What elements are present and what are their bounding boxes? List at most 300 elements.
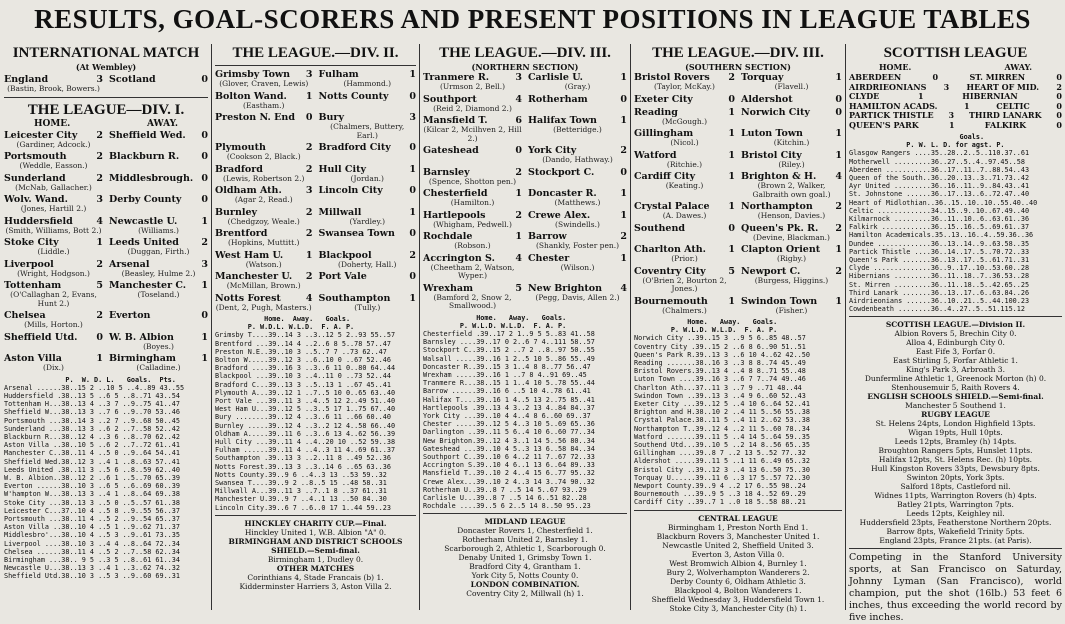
goal-scorers: (Dando, Hathway.)	[542, 155, 613, 164]
table-row: St. Johnstone ......36..17..13..6..72.47..40	[849, 190, 1030, 199]
table-row: Gateshead ...39..10 4 5..3 13 6..58 84..34	[423, 444, 595, 453]
match-result	[634, 150, 842, 170]
table-row: Exeter City ...39..12 5 ..4 10 6..64 52..41	[634, 400, 810, 409]
goal-scorers: (Shankly, Foster pen.)	[535, 241, 620, 250]
london-heading: LONDON COMBINATION.	[470, 580, 580, 590]
goal-scorers: (Betteridge.)	[553, 125, 602, 134]
goal-scorers: (Wilson.)	[560, 262, 595, 272]
result-line: Bradford City 4, Grantham 1.	[469, 562, 581, 572]
away-team: Port Vale	[318, 271, 367, 282]
table-header: P. W. D. L. Goals. Pts.	[4, 375, 176, 384]
match-result	[634, 107, 842, 127]
team: HAMILTON ACADS.	[849, 100, 938, 111]
table-row: Walsall .....39..16 1 2..5 10 5..86 55..49	[423, 354, 595, 363]
home-team: Cardiff City	[634, 171, 696, 182]
column-div3-north	[423, 44, 627, 612]
match-result	[634, 223, 842, 243]
result-line: Wigan 19pts, Hull 10pts.	[908, 428, 1003, 438]
match-result	[215, 293, 416, 313]
score: 0	[409, 90, 416, 102]
score: 0	[1056, 119, 1062, 130]
match-result	[4, 130, 208, 150]
goal-scorers: (Pegg, Davis, Allen 2.)	[535, 292, 620, 302]
div3s-matches	[634, 72, 842, 315]
score: 1	[728, 171, 735, 182]
goal-scorers: (Kilcar 2, Mcilhven 2, Hill 2.)	[423, 125, 522, 143]
table-row: Portsmouth ...38..11 4 ..5 2 ..9..54 65..37	[4, 514, 180, 523]
goal-scorers: (Williams.)	[138, 225, 179, 235]
score: 3	[943, 81, 950, 92]
score: 1	[515, 231, 522, 242]
match-result	[4, 310, 208, 330]
midland-results	[423, 526, 627, 580]
team: AIRDRIEONIANS	[849, 81, 927, 92]
score: 0	[409, 228, 416, 239]
match-result	[423, 115, 627, 143]
score: 4	[515, 93, 522, 105]
home-team: Southend	[634, 222, 685, 234]
table-row: Sheffield Wed.38..12 3 ..4 1 ..8..63 57..41	[4, 457, 180, 466]
table-row: Crystal Palace.38..11 5 ..4 11 2..62 53..38	[634, 416, 810, 425]
table-row: Chesterfield .39..17 2 1..9 5 5..83 41..58	[423, 329, 595, 338]
goal-scorers: (Calladine.)	[136, 363, 181, 372]
result-line: Broughton Rangers 5pts, Hunslet 11pts.	[878, 446, 1033, 456]
table-header: Goals.	[849, 133, 985, 141]
goal-scorers: (Doherty, Hall.)	[338, 259, 397, 269]
match-result	[849, 121, 1062, 131]
goal-scorers: (Devine, Blackman.)	[753, 232, 830, 242]
table-row: New Brighton.39..12 4 3..1 14 5..56 80..34	[423, 436, 595, 445]
away-team: Doncaster R.	[528, 188, 597, 199]
match-result	[423, 145, 627, 165]
column-rule	[630, 44, 631, 610]
home-team: Manchester U.	[215, 271, 293, 282]
goal-scorers: (Ritchie.)	[666, 159, 703, 169]
goal-scorers: (Duggan, Firth.)	[127, 247, 190, 256]
away-team: Blackburn R.	[109, 151, 180, 162]
goal-scorers: (Brown 2, Walker, Galbraith own goal.)	[752, 181, 831, 199]
team: QUEEN'S PARK	[849, 119, 919, 130]
score: 1	[964, 100, 970, 111]
goal-scorers: (Rigby.)	[776, 254, 807, 263]
goal-scorers: (Reid 2, Diamond 2.)	[433, 103, 512, 113]
away-team: Rotherham	[528, 93, 588, 105]
div2-heading: THE LEAGUE.—DIV. II.	[232, 45, 399, 61]
score: 0	[728, 93, 735, 105]
score: 0	[409, 142, 416, 153]
home-team: Watford	[634, 149, 677, 161]
table-row: Burnley .....39..12 4 ..3..2 12 4..58 66..40	[215, 421, 396, 430]
goal-scorers: (McMillan, Brown.)	[226, 281, 301, 290]
score: 0	[932, 72, 939, 82]
goal-scorers: (Gray.)	[564, 82, 591, 91]
match-result	[215, 69, 416, 89]
away-team: Bradford City	[318, 142, 391, 153]
away-team: Clapton Orient	[741, 244, 821, 255]
rugby-heading: RUGBY LEAGUE	[921, 410, 990, 420]
table-row: Bury ........39..12 4 ..3..6 11 ..66 60..40	[215, 413, 391, 422]
score: 5	[96, 280, 103, 291]
score: 1	[201, 331, 208, 343]
result-line: Doncaster Rovers 1, Chesterfield 1.	[457, 526, 593, 536]
match-result	[4, 280, 208, 308]
goal-scorers: (Keating.)	[665, 181, 704, 190]
goal-scorers: (Glover, Craven, Lewis)	[219, 79, 309, 88]
result-line: Sheffield Wednesday 3, Huddersfield Town 1.	[651, 594, 825, 604]
table-row: Aberdeen ...........36..17..11..7..88.54..43	[849, 165, 1030, 174]
goal-scorers: (Tully.)	[354, 302, 381, 312]
table-row: Rochdale ....39..5 6 2..5 14 8..50 95..23	[423, 502, 591, 511]
result-line: Denaby United 1, Grimsby Town 1.	[458, 553, 592, 563]
match-result	[423, 210, 627, 230]
score: 1	[620, 209, 627, 221]
away-team: Swansea Town	[318, 228, 395, 239]
away-team: Everton	[109, 310, 151, 321]
home-team: Brentford	[215, 228, 268, 239]
goal-scorers: (Urmson 2, Bell.)	[439, 82, 506, 91]
score: 1	[409, 206, 416, 218]
score: 1	[96, 237, 103, 248]
result-line: Blackburn Rovers 3, Manchester United 1.	[656, 531, 820, 541]
score: 0	[1056, 100, 1062, 111]
home-team: Charlton Ath.	[634, 244, 706, 255]
score: 1	[835, 149, 842, 161]
score: 2	[620, 145, 627, 156]
match-result	[215, 228, 416, 248]
table-row: Brighton and H.38..10 2 ..4 11 5..56 55..38	[634, 408, 810, 417]
home-team: Preston N. End	[215, 112, 295, 123]
table-row: Birmingham ...38.. 9 5 ..3 5 ..8..61 61..34	[4, 555, 180, 564]
goal-scorers: (Wright, Hodgson.)	[17, 268, 90, 278]
goal-scorers: (Watson.)	[245, 259, 282, 269]
goal-scorers: (Chedgzoy, Weale.)	[227, 216, 300, 226]
table-row: Norwich City ..39..15 3 ..9 5 6..85 48..57	[634, 334, 806, 343]
score: 3	[96, 194, 103, 205]
birmingham-result: Birmingham 1, Dudley 0.	[267, 554, 364, 564]
other-matches-heading: OTHER MATCHES	[276, 563, 355, 573]
away-team: York City	[528, 145, 577, 156]
goal-scorers: (Flavell.)	[774, 82, 809, 91]
table-row: Clyde ..............36..9..17..10..53.60..28	[849, 264, 1030, 273]
table-row: Manchester U.39..9 7 ..4..1 13 ..50 84..30	[215, 495, 387, 504]
table-row: W'hampton W...38..13 3 ..4 1 ..8..64 69..38	[4, 490, 180, 499]
home-team: Bristol Rovers	[634, 72, 710, 83]
score: 2	[305, 228, 313, 239]
goal-scorers: (Hamilton.)	[450, 198, 495, 207]
table-row: Portsmouth ...38..14 3 ..2 7 ..9..68 50..45	[4, 416, 180, 425]
rugby-results	[849, 419, 1062, 545]
table-row: Blackpool ...39..10 3 ..4..11 0 ..73 52..44	[215, 372, 391, 381]
match-result	[4, 353, 208, 373]
score: 1	[620, 188, 627, 199]
home-team: Crystal Palace	[634, 201, 710, 212]
table-row: West Ham U...39..12 5 ..3..5 17 1..75 67..40	[215, 405, 396, 414]
table-row: Barnsley ....39..17 0 2..6 7 4..111 58..57	[423, 338, 595, 347]
score: 0	[1056, 91, 1062, 101]
table-row: Hull City ...39..11 4 ..4..20 10 ..52 59..38	[215, 438, 396, 447]
home-team: Southport	[423, 93, 477, 105]
match-result	[215, 250, 416, 270]
team: CLYDE	[849, 91, 880, 101]
table-row: Kilmarnock .........36..11..10..6..63.61..36	[849, 215, 1030, 224]
match-result	[423, 253, 627, 281]
table-row: Queen's Park .......36..13..17..5..61.71..31	[849, 256, 1030, 265]
goal-scorers: (Spence, Shotton pen.)	[428, 176, 517, 186]
away-team: Hull City	[318, 163, 366, 175]
away-team: Leeds United	[109, 237, 179, 248]
table-row: Cowdenbeath ........36..4..27..5..51.115.12	[849, 305, 1025, 314]
table-row: Brentford ...39..14 4 ..2..6 8 5..78 57..47	[215, 339, 391, 348]
score: 1	[201, 215, 208, 227]
home-team: Gateshead	[423, 145, 479, 156]
table-row: Leeds United .38..11 3 ..5 6 ..8..59 62..40	[4, 465, 180, 474]
match-result	[634, 244, 842, 264]
match-result	[215, 112, 416, 140]
table-row: Bolton W.....39..12 3 ..6..10 0 ..67 52..46	[215, 356, 391, 365]
score: 2	[835, 222, 842, 234]
div1-home-away: HOME. AWAY.	[34, 118, 178, 129]
match-result	[215, 91, 416, 111]
away-team: Middlesbrough.	[109, 172, 194, 184]
table-row: Blackburn R...38..12 4 ..3 6 ..8..70 62..42	[4, 432, 180, 441]
table-row: Manchester C..38..11 4 ..5 0 ..9..64 54..41	[4, 449, 180, 458]
home-team: Bournemouth	[634, 295, 708, 307]
score: 1	[409, 69, 416, 80]
table-subheader: P. W.L.D. W.L.D. F. A. P.	[423, 321, 567, 330]
div1-heading: THE LEAGUE—DIV. I.	[27, 101, 185, 118]
div1-table	[4, 376, 208, 581]
hinckley-heading: HINCKLEY CHARITY CUP.—Final.	[244, 518, 387, 528]
table-row: Glasgow Rangers ....35..28..2..5..110.37..61	[849, 149, 1030, 158]
other-match-1: Corinthians 4, Stade Francais (b) 1.	[247, 572, 384, 582]
table-row: York City ...39..10 4 4..4 8 6..60 69..37	[423, 411, 591, 420]
table-row: Chelsea ......38..11 4 ..5 2 ..7..58 62..34	[4, 547, 180, 556]
match-result	[4, 173, 208, 193]
goal-scorers: (Chalmers.)	[662, 305, 707, 315]
score: 6	[515, 115, 522, 126]
home-team: Stoke City	[4, 237, 59, 248]
goal-scorers: (Hammond.)	[343, 79, 392, 88]
table-subheader: P. W. L. D. for agst. P.	[849, 141, 1005, 150]
result-line: Swinton 20pts, York 3pts.	[906, 473, 1005, 483]
table-subheader: P. W.D.L. W.L.D. F. A. P.	[215, 323, 355, 332]
score: 0	[305, 112, 313, 123]
score: 0	[728, 222, 735, 234]
score: 0	[96, 331, 103, 343]
central-results	[634, 523, 842, 613]
table-row: Aston Villa ..38..10 4 ..5 1 ..9..62 71..37	[4, 523, 180, 532]
home-team: Plymouth	[215, 142, 266, 153]
match-result	[215, 164, 416, 184]
table-row: Motherwell .........36..27..5..4..97.45..58	[849, 157, 1025, 166]
goal-scorers: (Robson.)	[454, 241, 491, 250]
match-result	[423, 72, 627, 92]
result-line: Newcastle United 2, Sheffield United 3.	[662, 540, 814, 550]
result-line: Leeds 12pts, Keighley nil.	[906, 509, 1005, 519]
central-heading: CENTRAL LEAGUE	[698, 513, 778, 523]
match-result	[4, 259, 208, 279]
table-row: Middlesbro'...38..10 4 ..5 3 ..9..61 73..35	[4, 531, 180, 540]
score: 2	[96, 258, 103, 270]
table-row: Partick Thistle ....36..14..17..5..70.72..33	[849, 247, 1030, 256]
match-result	[215, 207, 416, 227]
score: 1	[728, 106, 735, 118]
column-scottish	[849, 44, 1062, 624]
table-row: Tottenham H...38..13 4 ..3 7 ..9..75 41..47	[4, 400, 180, 409]
goal-scorers: (O'Brien 2, Bourton 2, Jones.)	[642, 275, 727, 293]
away-team: Crewe Alex.	[528, 209, 591, 221]
goal-scorers: (Eastham.)	[243, 100, 285, 110]
score: 1	[948, 119, 955, 130]
other-match-2: Kidderminster Harriers 3, Aston Villa 2.	[239, 581, 392, 591]
away-team: Queen's Pk. R.	[741, 222, 819, 234]
score: 1	[96, 353, 103, 364]
home-team: Liverpool	[4, 258, 54, 270]
table-row: Bradford C...39..13 3 ..5..13 1 ..67 45..41	[215, 380, 391, 389]
table-row: Arsenal ......38..15 2 ..10 5 ..4..89 43..55	[4, 383, 185, 392]
match-result	[215, 142, 416, 162]
goal-scorers: (Lewis, Robertson 2.)	[223, 173, 305, 183]
table-row: Stoke City ...38..13 3 ..5 0 ..5..57 61..38	[4, 498, 180, 507]
away-team: Bristol City	[741, 149, 802, 161]
table-row: Accrington S.39..10 4 6..1 13 6..64 89..33	[423, 461, 595, 470]
table-row: Chester .....39..12 5 4..3 10 5..69 65..36	[423, 420, 595, 429]
table-row: Hamilton Academicals.35..13..16..4..59.36..36	[849, 231, 1034, 240]
score: 4	[305, 292, 313, 304]
home-team: Exeter City	[634, 93, 693, 105]
table-row: Grimsby T....39..14 3 ..3..12 5 2..93 55..57	[215, 331, 396, 340]
score: 1	[835, 244, 842, 255]
score: 2	[515, 166, 522, 178]
table-row: Aston Villa ..38..10 5 ..6 2 ..7..72 61..41	[4, 441, 180, 450]
home-team: Coventry City	[634, 265, 706, 277]
match-result	[634, 201, 842, 221]
table-row: Notts County.39..9 6 ..4..3 13 ..53 59..32	[215, 470, 387, 479]
result-line: Albion Rovers 5, Brechin City 0.	[894, 329, 1017, 339]
table-row: W. B. Albion..38..12 2 ..6 1 ..5..70 65..39	[4, 473, 180, 482]
scottish-heading: SCOTTISH LEAGUE	[883, 45, 1028, 61]
score: 3	[305, 69, 313, 80]
score: 1	[728, 128, 735, 139]
div3s-section: (SOUTHERN SECTION)	[685, 62, 791, 72]
table-row: Airdrieonians ......36..10..21..5..44.100.23	[849, 297, 1030, 306]
away-team: Bury	[318, 112, 344, 123]
home-team: Reading	[634, 106, 678, 118]
home-team: Mansfield T.	[423, 115, 488, 126]
column-rule	[419, 44, 420, 610]
result-line: Salford 18pts, Castleford nil.	[900, 482, 1011, 492]
table-row: Hartlepools .39..13 4 3..2 13 4..84 84..37	[423, 403, 595, 412]
table-row: Falkirk ............36..15..16..5..69.61..37	[849, 223, 1030, 232]
score: 3	[948, 110, 955, 120]
score: 2	[620, 231, 627, 242]
result-line: Bury 2, Wolverhampton Wanderers 2.	[666, 567, 810, 577]
result-line: Hull Kingston Rovers 33pts, Dewsbury 8pts.	[871, 464, 1040, 474]
away-team: Derby County	[109, 194, 182, 205]
table-row: Heart of Midlothian..36..15..10..10..55.40..40	[849, 198, 1038, 207]
table-row: Southport C..39..10 6 4..2 11 7..67 72..33	[423, 452, 595, 461]
away-team: Brighton & H.	[741, 171, 817, 182]
home-team: Barnsley	[423, 166, 470, 178]
team: ABERDEEN	[849, 72, 902, 82]
match-result	[634, 296, 842, 316]
page-headline: RESULTS, GOAL-SCORERS AND PRESENT POSITIONS IN LEAGUE TABLES	[34, 4, 1031, 34]
match-result	[634, 171, 842, 199]
away-team: Norwich City	[741, 106, 810, 118]
table-row: Millwall A...39..11 3 ..7..1 8 ..37 61..31	[215, 487, 387, 496]
table-header: Home. Away. Goals.	[215, 315, 351, 323]
result-line: Dunfermline Athletic 1, Greenock Morton (h) 0.	[864, 374, 1047, 384]
score: 4	[96, 215, 103, 227]
away-team: Lincoln City	[318, 185, 383, 196]
scottish-home-away: HOME. AWAY.	[879, 62, 1032, 72]
home-team: Accrington S.	[423, 252, 495, 264]
table-row: Gillingham ....39..8 7 ..2 13 5..52 77..32	[634, 449, 806, 458]
score: 2	[1056, 81, 1062, 92]
table-row: Coventry City .39..15 2 ..6 8 6..90 51..51	[634, 342, 806, 351]
goal-scorers: (Fisher.)	[775, 305, 808, 315]
goal-scorers: (Bamford 2, Snow 2, Smallwood.)	[433, 292, 512, 310]
table-row: Southampton .39..13 3 ..2..11 8 ..49 52..36	[215, 454, 391, 463]
goal-scorers: (Cookson 2, Black.)	[226, 152, 301, 161]
table-row: St. Mirren .........36..11..18..5..42.65..25	[849, 280, 1030, 289]
birmingham-heading: BIRMINGHAM AND DISTRICT SCHOOLS SHIELD.—Semi-final.	[228, 536, 403, 555]
away-team: Arsenal	[109, 258, 150, 270]
score: 3	[305, 185, 313, 196]
home-team: Portsmouth	[4, 151, 67, 162]
div3n-matches	[423, 72, 627, 311]
result-line: Alloa 4, Edinburgh City 0.	[906, 338, 1005, 348]
goal-scorers: (Whigham, Pedwell.)	[433, 219, 512, 229]
result-line: Derby County 6, Oldham Athletic 3.	[670, 576, 806, 586]
result-line: St. Helens 24pts, London Highfield 13pts.	[875, 419, 1036, 429]
international-venue: (At Wembley)	[75, 62, 137, 72]
score: 2	[728, 72, 735, 83]
goal-scorers: (Smith, Williams, Bott 2.)	[5, 225, 102, 235]
home-team: Chesterfield	[423, 188, 488, 199]
table-row: Reading .......38..16 3 ..3 8 8..74 45..49	[634, 359, 806, 368]
score: 4	[515, 252, 522, 264]
match-result	[423, 167, 627, 187]
scottish-div2-results	[849, 329, 1062, 392]
match-result	[423, 283, 627, 311]
result-line: Birmingham 1, Preston North End 1.	[667, 522, 809, 532]
away-team: New Brighton	[528, 282, 603, 294]
score: 0	[201, 129, 208, 141]
goal-scorers: (Toseland.)	[137, 290, 180, 299]
table-row: Darlington ..39..11 5 6..4 10 6..60 77..34	[423, 428, 595, 437]
goal-scorers: (Agar 2, Read.)	[234, 195, 293, 204]
match-result	[4, 151, 208, 171]
table-header: Home. Away. Goals.	[423, 313, 567, 322]
result-line: King's Park 3, Arbroath 3.	[906, 365, 1005, 375]
goal-scorers: (Riley.)	[778, 159, 805, 169]
score: 0	[1056, 110, 1062, 120]
goal-scorers: (McNab, Gallacher.)	[15, 182, 92, 192]
shot-put-note: Competing in the Stanford University sports, at San Francisco on Saturday, Johnny Lyman (San Francisco), world champion, put the shot (16lb.) 53 feet 6 inches, thus exceeding the world record by five inches.	[849, 552, 1062, 624]
away-team: Swindon Town	[741, 295, 818, 307]
score: 1	[409, 163, 416, 175]
table-row: Sheffield W...38..13 3 ..7 6 ..9..70 53..46	[4, 408, 180, 417]
home-team: Sunderland	[4, 172, 66, 184]
scottish-matches	[849, 73, 1062, 130]
home-team: Wrexham	[423, 282, 474, 294]
away-team: Sheffield Wed.	[109, 129, 186, 141]
result-line: Blackpool 4, Bolton Wanderers 1.	[674, 585, 802, 595]
result-line: Stoke City 3, Manchester City (h) 1.	[669, 603, 807, 613]
result-line: East Stirling 5, Forfar Athletic 1.	[893, 356, 1018, 366]
away-team: Southampton	[318, 292, 391, 304]
